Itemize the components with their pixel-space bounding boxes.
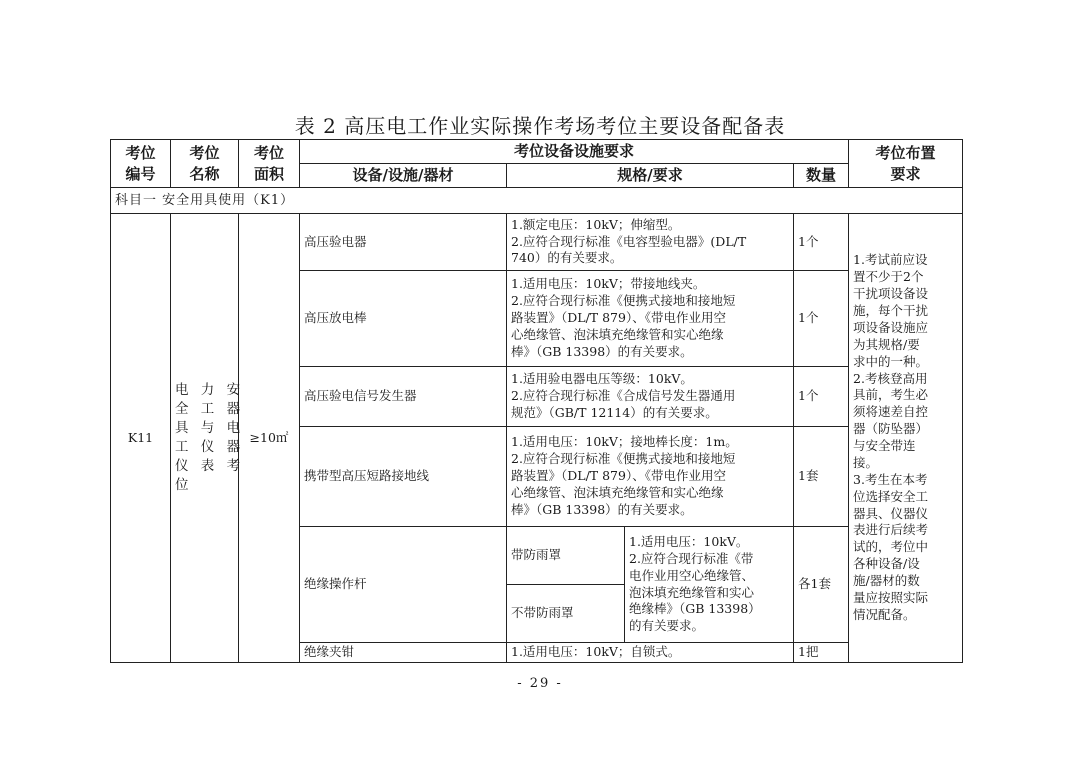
- equipment-spec: 1.适用验电器电压等级：10kV。 2.应符合现行标准《合成信号发生器通用 规范》（GB/T 12114）的有关要求。: [507, 367, 794, 427]
- table-row: [111, 214, 963, 271]
- equipment-qty: 1个: [794, 214, 849, 271]
- equipment-spec: 1.适用电压：10kV。 2.应符合现行标准《带 电作业用空心绝缘管、 泡沫填充绝缘管和实心 绝缘棒》（GB 13398） 的有关要求。: [625, 527, 794, 643]
- header-equipment-group: 考位设备设施要求: [300, 140, 849, 164]
- header-spec: 规格/要求: [507, 164, 794, 188]
- equipment-name: 绝缘操作杆: [300, 527, 507, 643]
- equipment-qty: 1把: [794, 643, 849, 663]
- table-title: 表 2 高压电工作业实际操作考场考位主要设备配备表: [294, 114, 786, 138]
- station-name: 电 力 安 全 工 器 具 与 电 工 仪 器 仪 表 考 位: [171, 214, 239, 663]
- equipment-spec: 1.适用电压：10kV；接地棒长度：1m。 2.应符合现行标准《便携式接地和接地短 路装置》（DL/T 879）、《带电作业用空 心绝缘管、泡沫填充绝缘管和实心绝缘 棒》（GB 13398）的有关要求。: [507, 427, 794, 527]
- header-station-area: 考位 面积: [239, 140, 300, 188]
- station-area: ≥10㎡: [239, 214, 300, 663]
- layout-requirements: 1.考试前应设 置不少于2个 干扰项设备设 施，每个干扰 项设备设施应 为其规格/要 求中的一种。 2.考核登高用 具前，考生必 须将速差自控 器（防坠器） 与安全带连 接。 3.考生在本考 位选择安全工 器具、仪器仪 表进行后续考 试的，考位中 各种设备/设 施/器材的数 量应按照实际 情况配备。: [849, 214, 963, 663]
- equipment-qty: 1个: [794, 367, 849, 427]
- equipment-name: 携带型高压短路接地线: [300, 427, 507, 527]
- equipment-name: 高压放电棒: [300, 271, 507, 367]
- equipment-variant: 不带防雨罩: [507, 585, 625, 643]
- equipment-qty: 1个: [794, 271, 849, 367]
- subject-row: 科目一 安全用具使用（K1）: [111, 188, 963, 214]
- equipment-variant: 带防雨罩: [507, 527, 625, 585]
- header-qty: 数量: [794, 164, 849, 188]
- header-equipment: 设备/设施/器材: [300, 164, 507, 188]
- equipment-table: [110, 139, 963, 663]
- equipment-name: 高压验电器: [300, 214, 507, 271]
- equipment-qty: 1套: [794, 427, 849, 527]
- page-number: - 29 -: [517, 676, 563, 691]
- equipment-name: 绝缘夹钳: [300, 643, 507, 663]
- equipment-spec: 1.适用电压：10kV；带接地线夹。 2.应符合现行标准《便携式接地和接地短 路装置》（DL/T 879）、《带电作业用空 心绝缘管、泡沫填充绝缘管和实心绝缘 棒》（GB 13398）的有关要求。: [507, 271, 794, 367]
- equipment-name: 高压验电信号发生器: [300, 367, 507, 427]
- equipment-spec: 1.额定电压：10kV；伸缩型。 2.应符合现行标准《电容型验电器》(DL/T 740）的有关要求。: [507, 214, 794, 271]
- equipment-spec: 1.适用电压：10kV；自锁式。: [507, 643, 794, 663]
- header-station-id: 考位 编号: [111, 140, 171, 188]
- header-layout-requirements: 考位布置 要求: [849, 140, 963, 188]
- equipment-qty: 各1套: [794, 527, 849, 643]
- station-id: K11: [111, 214, 171, 663]
- header-station-name: 考位 名称: [171, 140, 239, 188]
